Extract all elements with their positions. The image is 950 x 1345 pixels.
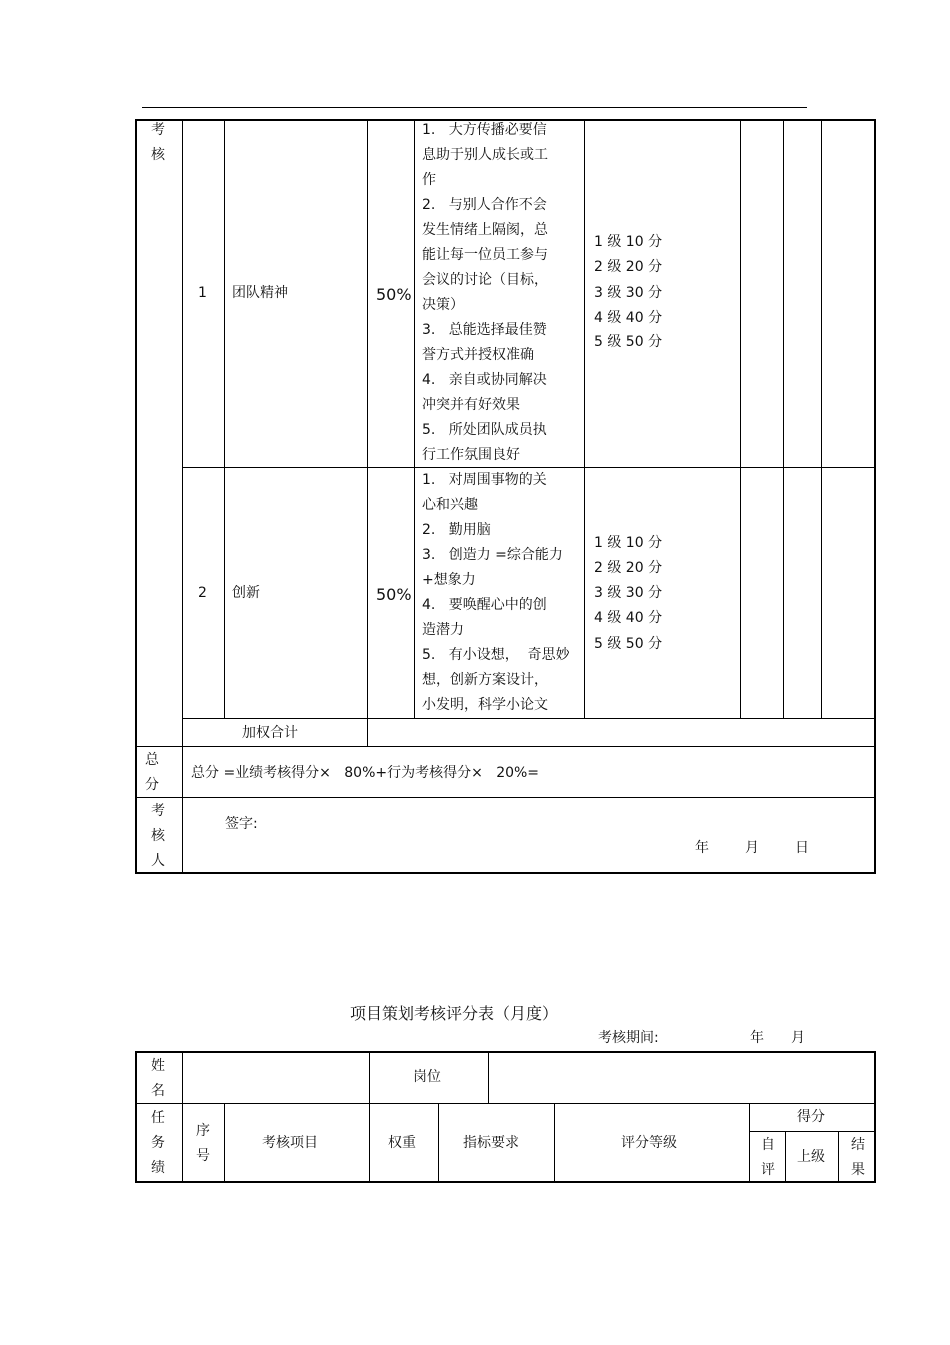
requirement-line: 行工作氛围良好 — [422, 447, 520, 463]
post-label: 岗位 — [413, 1069, 441, 1085]
row2-weight: 50% — [376, 585, 412, 604]
requirement-line: 发生情绪上隔阂，总 — [422, 222, 548, 238]
total-label-char: 总 — [145, 752, 159, 768]
table2-col-line — [749, 1103, 750, 1183]
level-line: 5 级 50 分 — [594, 636, 663, 652]
grade-header: 评分等级 — [621, 1135, 677, 1151]
requirement-line: 能让每一位员工参与 — [422, 247, 548, 263]
row1-weight: 50% — [376, 285, 412, 304]
level-line: 2 级 20 分 — [594, 259, 663, 275]
requirement-header: 指标要求 — [463, 1135, 519, 1151]
assessor-label-char: 人 — [151, 853, 165, 869]
table2-col-line — [369, 1051, 370, 1183]
level-line: 2 级 20 分 — [594, 560, 663, 576]
requirement-line: 息助于别人成长或工 — [422, 147, 548, 163]
name-label-char: 姓 — [151, 1058, 165, 1074]
side-label-char: 考 — [151, 122, 165, 138]
level-line: 4 级 40 分 — [594, 310, 663, 326]
table1-col-line — [224, 119, 225, 718]
result-char: 果 — [851, 1162, 865, 1178]
table2-border-right — [874, 1051, 876, 1183]
table1-row-line — [135, 797, 876, 798]
level-line: 5 级 50 分 — [594, 334, 663, 350]
superior-header: 上级 — [797, 1149, 825, 1165]
table1-col-line — [182, 119, 183, 872]
requirement-line: 誉方式并授权准确 — [422, 347, 534, 363]
requirement-line: 想，创新方案设计， — [422, 672, 548, 688]
table2-col-line — [182, 1051, 183, 1183]
level-line: 4 级 40 分 — [594, 610, 663, 626]
requirement-line: 5. 有小设想， 奇思妙 — [422, 647, 570, 663]
date-day-label: 日 — [795, 840, 809, 856]
total-label-char: 分 — [145, 777, 159, 793]
result-char: 结 — [851, 1137, 865, 1153]
requirement-line: 作 — [422, 172, 436, 188]
table2-col-line — [438, 1103, 439, 1183]
table2-col-line — [488, 1051, 489, 1103]
table1-col-line — [783, 119, 784, 718]
name-label-char: 名 — [151, 1083, 165, 1099]
level-line: 1 级 10 分 — [594, 234, 663, 250]
table2-border-left — [135, 1051, 137, 1183]
requirement-line: 4. 亲自或协同解决 — [422, 372, 547, 388]
level-line: 1 级 10 分 — [594, 535, 663, 551]
table1-col-line — [740, 119, 741, 718]
table1-border-left — [135, 119, 137, 874]
period-label: 考核期间: — [598, 1030, 659, 1046]
table2-col-line — [785, 1131, 786, 1183]
requirement-line: 造潜力 — [422, 622, 464, 638]
item-header: 考核项目 — [262, 1135, 318, 1151]
table1-row-line — [182, 718, 876, 719]
page-top-rule — [142, 107, 807, 108]
weighted-total-label: 加权合计 — [242, 725, 298, 741]
signature-label: 签字: — [225, 816, 258, 832]
total-formula: 总分 =业绩考核得分× 80%+行为考核得分× 20%= — [191, 765, 540, 781]
table1-row-line — [135, 746, 876, 747]
table2-col-line — [554, 1103, 555, 1183]
requirement-line: 决策） — [422, 297, 464, 313]
requirement-line: 3. 创造力 =综合能力 — [422, 547, 563, 563]
index-label-char: 号 — [196, 1148, 210, 1164]
table1-col-line — [367, 119, 368, 746]
assessor-label-char: 考 — [151, 803, 165, 819]
table2-col-line — [224, 1103, 225, 1183]
row1-index: 1 — [198, 285, 207, 301]
task-label-char: 务 — [151, 1135, 165, 1151]
task-label-char: 绩 — [151, 1160, 165, 1176]
row2-item: 创新 — [232, 585, 260, 601]
self-eval-char: 自 — [761, 1137, 775, 1153]
table2-row-line — [749, 1131, 876, 1132]
level-line: 3 级 30 分 — [594, 585, 663, 601]
date-year-label: 年 — [695, 840, 709, 856]
requirement-line: 心和兴趣 — [422, 497, 478, 513]
table1-col-line — [821, 119, 822, 718]
requirement-line: 会议的讨论（目标， — [422, 272, 548, 288]
requirement-line: 2. 与别人合作不会 — [422, 197, 547, 213]
table2-col-line — [838, 1131, 839, 1183]
table1-col-line — [414, 119, 415, 718]
table1-col-line — [584, 119, 585, 718]
period-year-label: 年 — [750, 1030, 764, 1046]
requirement-line: 1. 对周围事物的关 — [422, 472, 547, 488]
period-month-label: 月 — [791, 1030, 805, 1046]
table2-title: 项目策划考核评分表（月度） — [350, 1004, 559, 1023]
requirement-line: 小发明，科学小论文 — [422, 697, 548, 713]
requirement-line: 4. 要唤醒心中的创 — [422, 597, 547, 613]
requirement-line: 冲突并有好效果 — [422, 397, 520, 413]
table1-border-right — [874, 119, 876, 874]
table2-border-top — [135, 1051, 876, 1053]
date-month-label: 月 — [745, 840, 759, 856]
requirement-line: 2. 勤用脑 — [422, 522, 491, 538]
task-label-char: 任 — [151, 1110, 165, 1126]
requirement-line: 3. 总能选择最佳赞 — [422, 322, 547, 338]
table1-border-bottom — [135, 872, 876, 874]
score-header: 得分 — [797, 1109, 825, 1125]
weight-header: 权重 — [388, 1135, 416, 1151]
assessor-label-char: 核 — [151, 828, 165, 844]
side-label-char: 核 — [151, 147, 165, 163]
table2-row-line — [135, 1103, 876, 1104]
self-eval-char: 评 — [761, 1162, 775, 1178]
row1-item: 团队精神 — [232, 285, 288, 301]
row2-index: 2 — [198, 585, 207, 601]
requirement-line: 5. 所处团队成员执 — [422, 422, 547, 438]
index-label-char: 序 — [196, 1123, 210, 1139]
requirement-line: 1. 大方传播必要信 — [422, 122, 547, 138]
requirement-line: +想象力 — [422, 572, 476, 588]
level-line: 3 级 30 分 — [594, 285, 663, 301]
